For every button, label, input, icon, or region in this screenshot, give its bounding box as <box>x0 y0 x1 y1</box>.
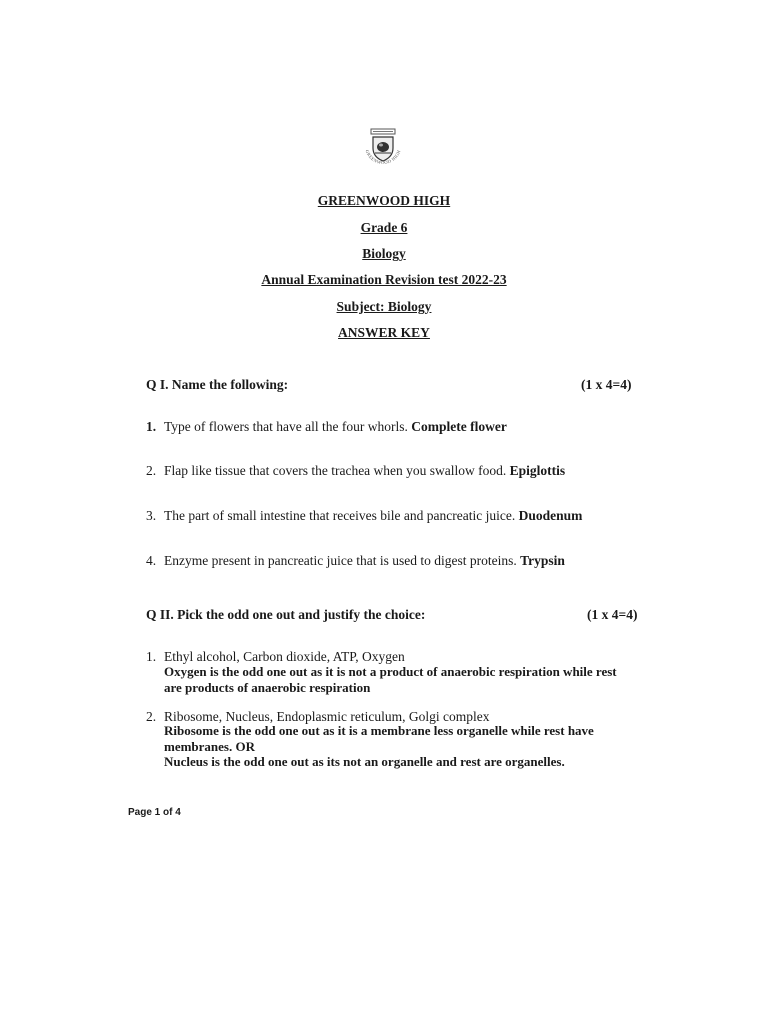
section2-marks: (1 x 4=4) <box>587 607 638 622</box>
page-number: Page 1 of 4 <box>128 807 181 818</box>
s2-item-1-answer: Oxygen is the odd one out as it is not a product of anaerobic respiration while rest are products of anaerobic respiration <box>164 664 617 695</box>
s1-item-2 <box>146 463 565 479</box>
s1-item-2-number: 2. <box>146 463 157 478</box>
s1-item-1-answer: Complete flower <box>411 419 507 434</box>
s1-item-1-number: 1. <box>146 419 157 434</box>
course-heading: Biology <box>362 246 406 261</box>
s1-item-3-question: The part of small intestine that receives bile and pancreatic juice. <box>164 508 516 523</box>
answer-key-heading: ANSWER KEY <box>338 325 430 340</box>
s1-item-2-question: Flap like tissue that covers the trachea when you swallow food. <box>164 463 507 478</box>
s2-item-1 <box>146 649 405 665</box>
school-name: GREENWOOD HIGH <box>317 193 451 208</box>
s1-item-3 <box>146 508 582 524</box>
s2-item-2-answer-alt: Nucleus is the odd one out as its not an organelle and rest are organelles. <box>164 754 565 769</box>
s1-item-2-answer: Epiglottis <box>509 463 566 478</box>
s1-item-3-number: 3. <box>146 508 157 523</box>
s1-item-1-question: Type of flowers that have all the four whorls. <box>164 419 408 434</box>
s2-item-1-number: 1. <box>146 649 157 664</box>
s1-item-4 <box>146 553 565 569</box>
s1-item-4-answer: Trypsin <box>520 553 565 568</box>
s2-item-1-options: Ethyl alcohol, Carbon dioxide, ATP, Oxygen <box>164 649 405 664</box>
section1-marks: (1 x 4=4) <box>581 377 632 392</box>
s1-item-4-question: Enzyme present in pancreatic juice that is used to digest proteins. <box>164 553 517 568</box>
logo-text: GREENWOOD HIGH <box>364 149 402 166</box>
exam-heading: Annual Examination Revision test 2022-23 <box>261 272 507 287</box>
s2-item-2-answer: Ribosome is the odd one out as it is a membrane less organelle while rest have membranes. OR <box>164 723 594 754</box>
s1-item-4-number: 4. <box>146 553 157 568</box>
s1-item-3-answer: Duodenum <box>518 508 583 523</box>
school-crest-logo <box>357 124 409 174</box>
s2-item-2-options: Ribosome, Nucleus, Endoplasmic reticulum, Golgi complex <box>164 709 490 724</box>
s2-item-2-number: 2. <box>146 709 157 724</box>
s1-item-1 <box>146 419 507 435</box>
grade-heading: Grade 6 <box>360 220 408 235</box>
subject-heading: Subject: Biology <box>336 299 432 314</box>
section2-title: Q II. Pick the odd one out and justify the choice: <box>146 607 426 622</box>
section1-title: Q I. Name the following: <box>146 377 289 392</box>
